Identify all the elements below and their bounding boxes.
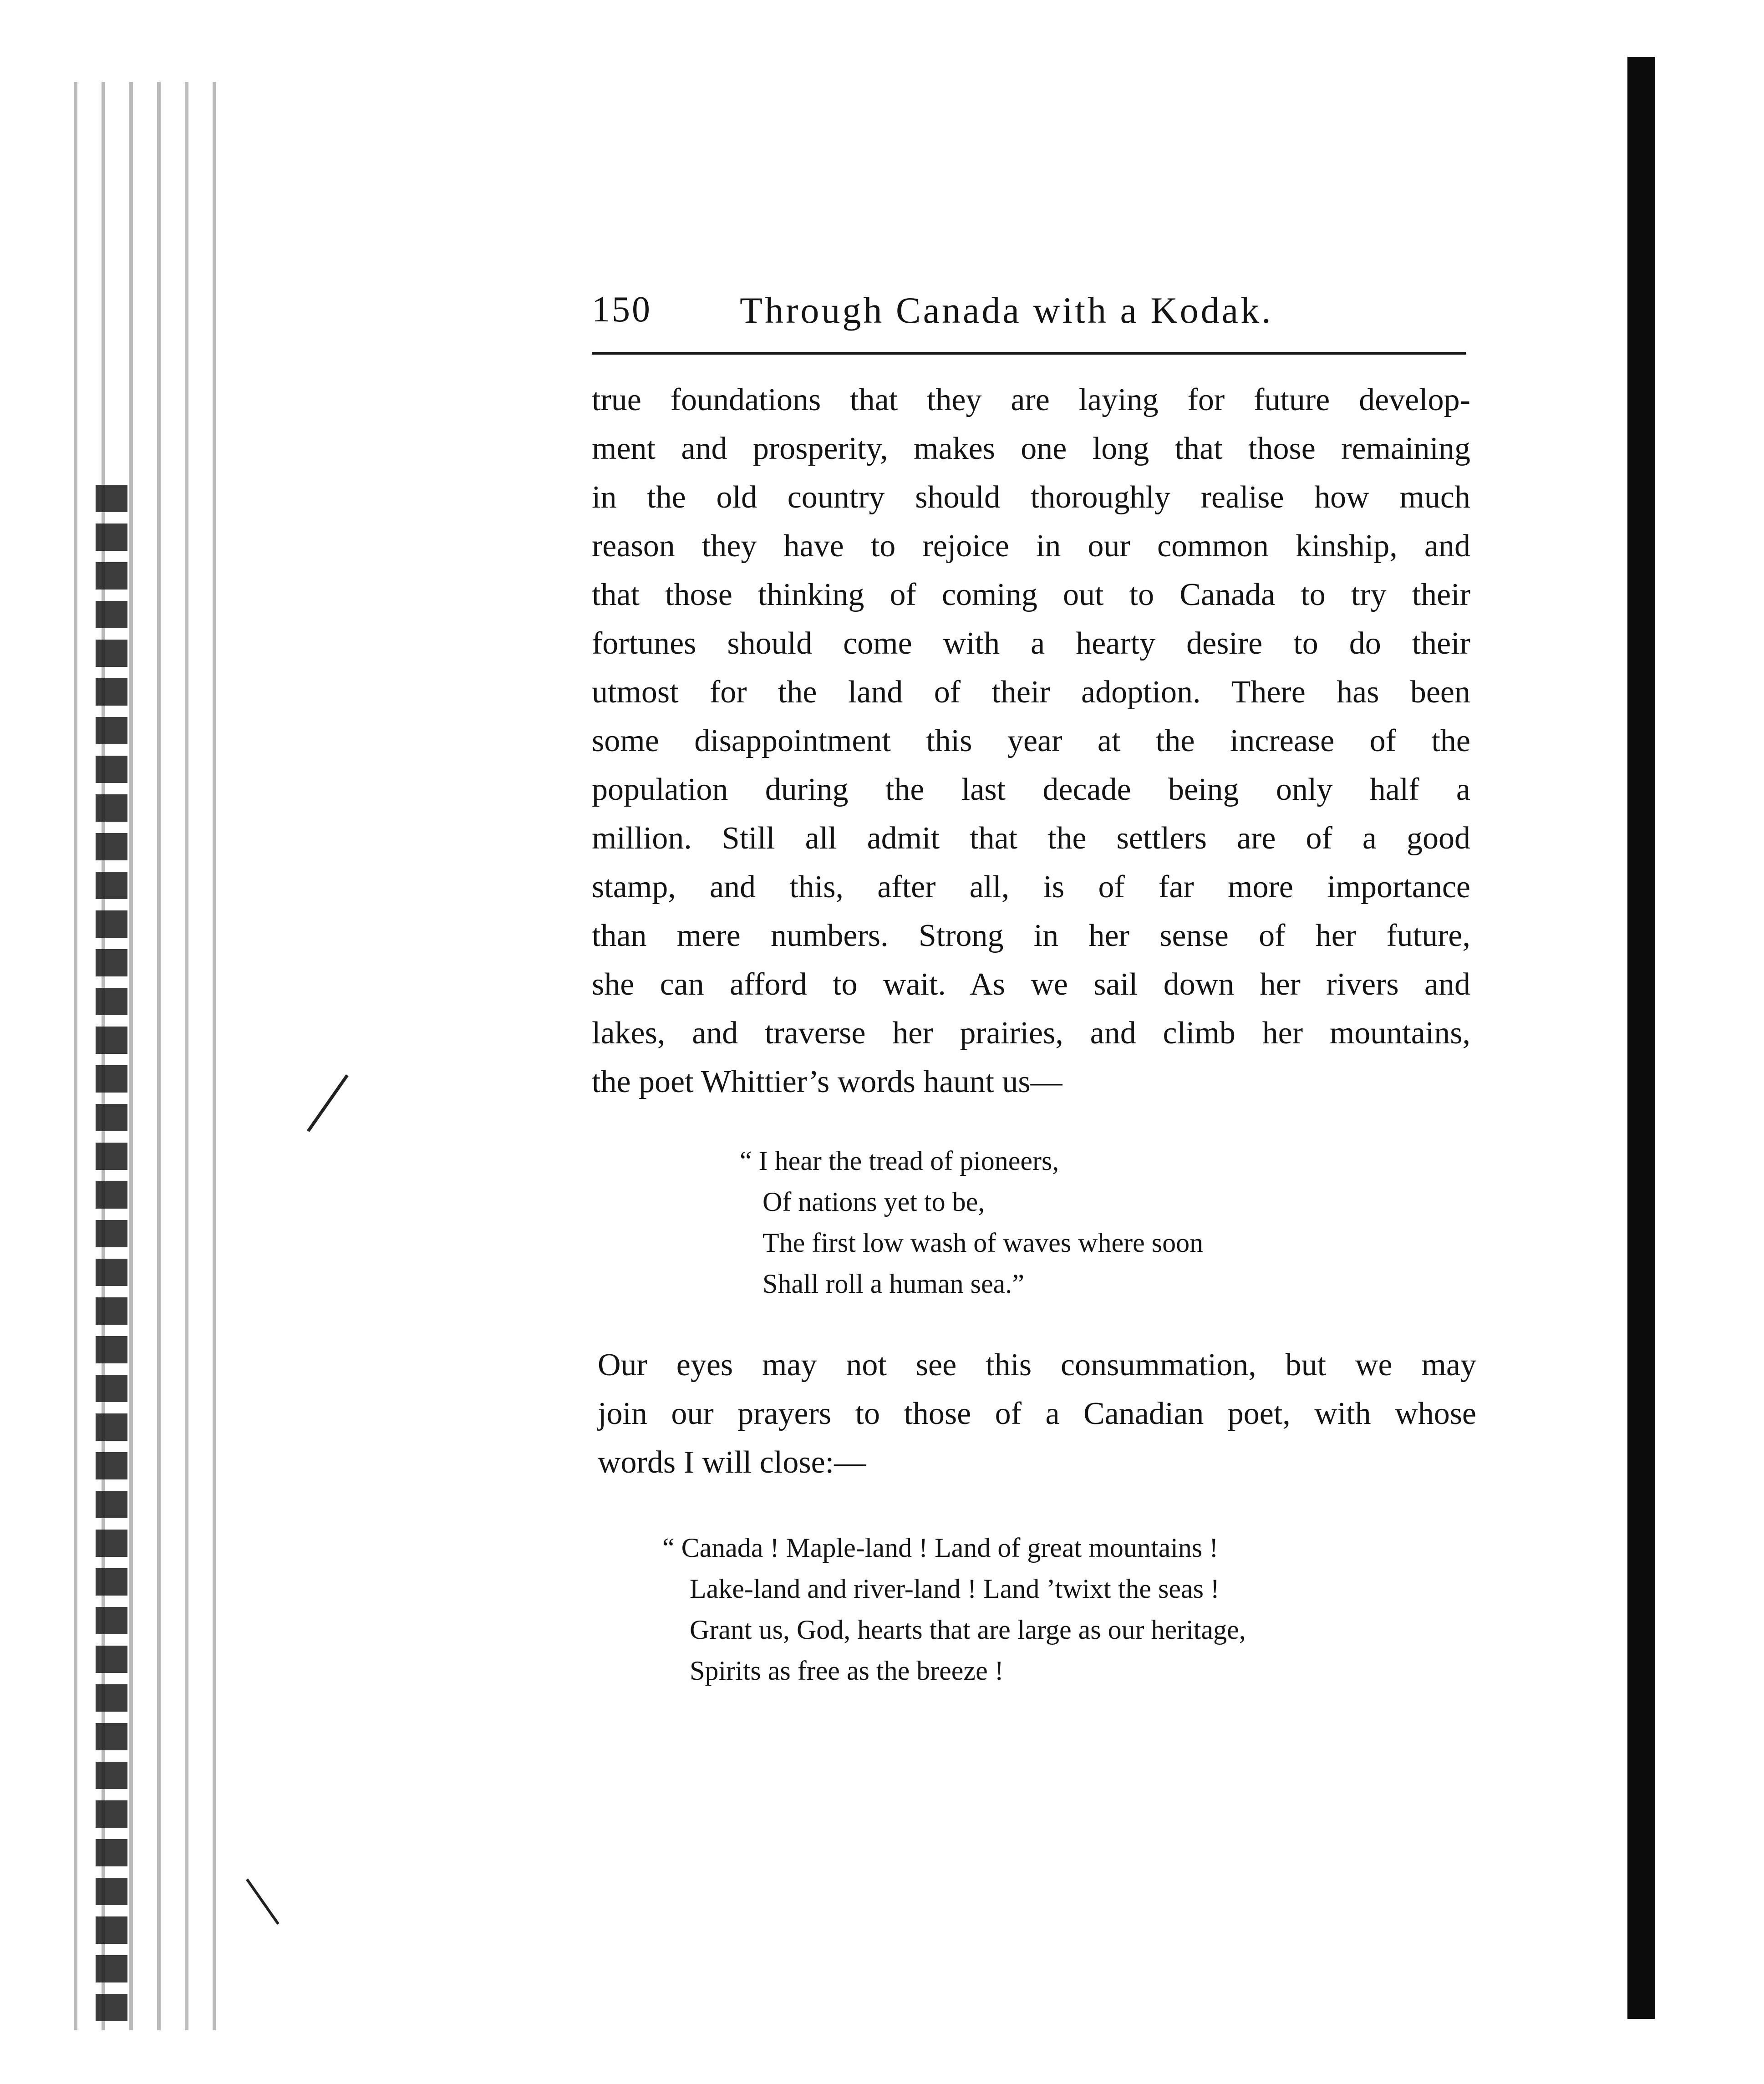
text-line: fortunes should come with a hearty desire to do their bbox=[592, 626, 1470, 661]
page-header bbox=[592, 280, 1466, 335]
closing-paragraph bbox=[598, 1341, 1476, 1487]
text-line: true foundations that they are laying for future develop- bbox=[592, 382, 1470, 417]
verse-line: The first low wash of waves where soon bbox=[763, 1228, 1204, 1258]
text-line: stamp, and this, after all, is of far more importance bbox=[592, 869, 1470, 905]
verse-line: Shall roll a human sea.” bbox=[763, 1269, 1024, 1299]
text-line: words I will close:— bbox=[598, 1445, 866, 1480]
scan-edge-bar bbox=[1627, 57, 1655, 2019]
verse-quote-whittier bbox=[740, 1140, 1203, 1304]
text-line: in the old country should thoroughly realise how much bbox=[592, 480, 1470, 515]
text-line: reason they have to rejoice in our common kinship, and bbox=[592, 529, 1470, 564]
verse-line: “ Canada ! Maple-land ! Land of great mountains ! bbox=[662, 1533, 1219, 1563]
header-rule bbox=[592, 352, 1466, 355]
text-line: the poet Whittier’s words haunt us— bbox=[592, 1064, 1062, 1099]
page-number: 150 bbox=[592, 290, 652, 330]
text-line: Our eyes may not see this consummation, but we may bbox=[598, 1347, 1476, 1383]
verse-line: “ I hear the tread of pioneers, bbox=[740, 1146, 1059, 1176]
pencil-mark bbox=[246, 1876, 282, 1925]
binding-shadow-dark bbox=[96, 473, 127, 2021]
running-title: Through Canada with a Kodak. bbox=[740, 290, 1273, 331]
text-line: than mere numbers. Strong in her sense of her future, bbox=[592, 918, 1470, 953]
text-line: population during the last decade being only half a bbox=[592, 772, 1470, 807]
text-line: ment and prosperity, makes one long that those remaining bbox=[592, 431, 1470, 466]
verse-line: Of nations yet to be, bbox=[763, 1187, 985, 1217]
verse-line: Grant us, God, hearts that are large as our heritage, bbox=[690, 1615, 1246, 1645]
verse-quote-canadian-poet bbox=[662, 1527, 1246, 1691]
text-line: that those thinking of coming out to Canada to try their bbox=[592, 577, 1470, 612]
text-line: utmost for the land of their adoption. There has been bbox=[592, 675, 1470, 710]
text-line: she can afford to wait. As we sail down her rivers and bbox=[592, 967, 1470, 1002]
verse-line: Spirits as free as the breeze ! bbox=[690, 1656, 1004, 1686]
text-line: lakes, and traverse her prairies, and climb her mountains, bbox=[592, 1016, 1470, 1051]
pencil-mark bbox=[307, 1074, 352, 1135]
text-line: some disappointment this year at the increase of the bbox=[592, 723, 1470, 758]
binding-shadow bbox=[64, 82, 237, 2030]
text-line: join our prayers to those of a Canadian poet, with whose bbox=[598, 1396, 1476, 1431]
body-paragraph bbox=[592, 376, 1470, 1106]
text-line: million. Still all admit that the settlers are of a good bbox=[592, 821, 1470, 856]
verse-line: Lake-land and river-land ! Land ’twixt the seas ! bbox=[690, 1574, 1220, 1604]
